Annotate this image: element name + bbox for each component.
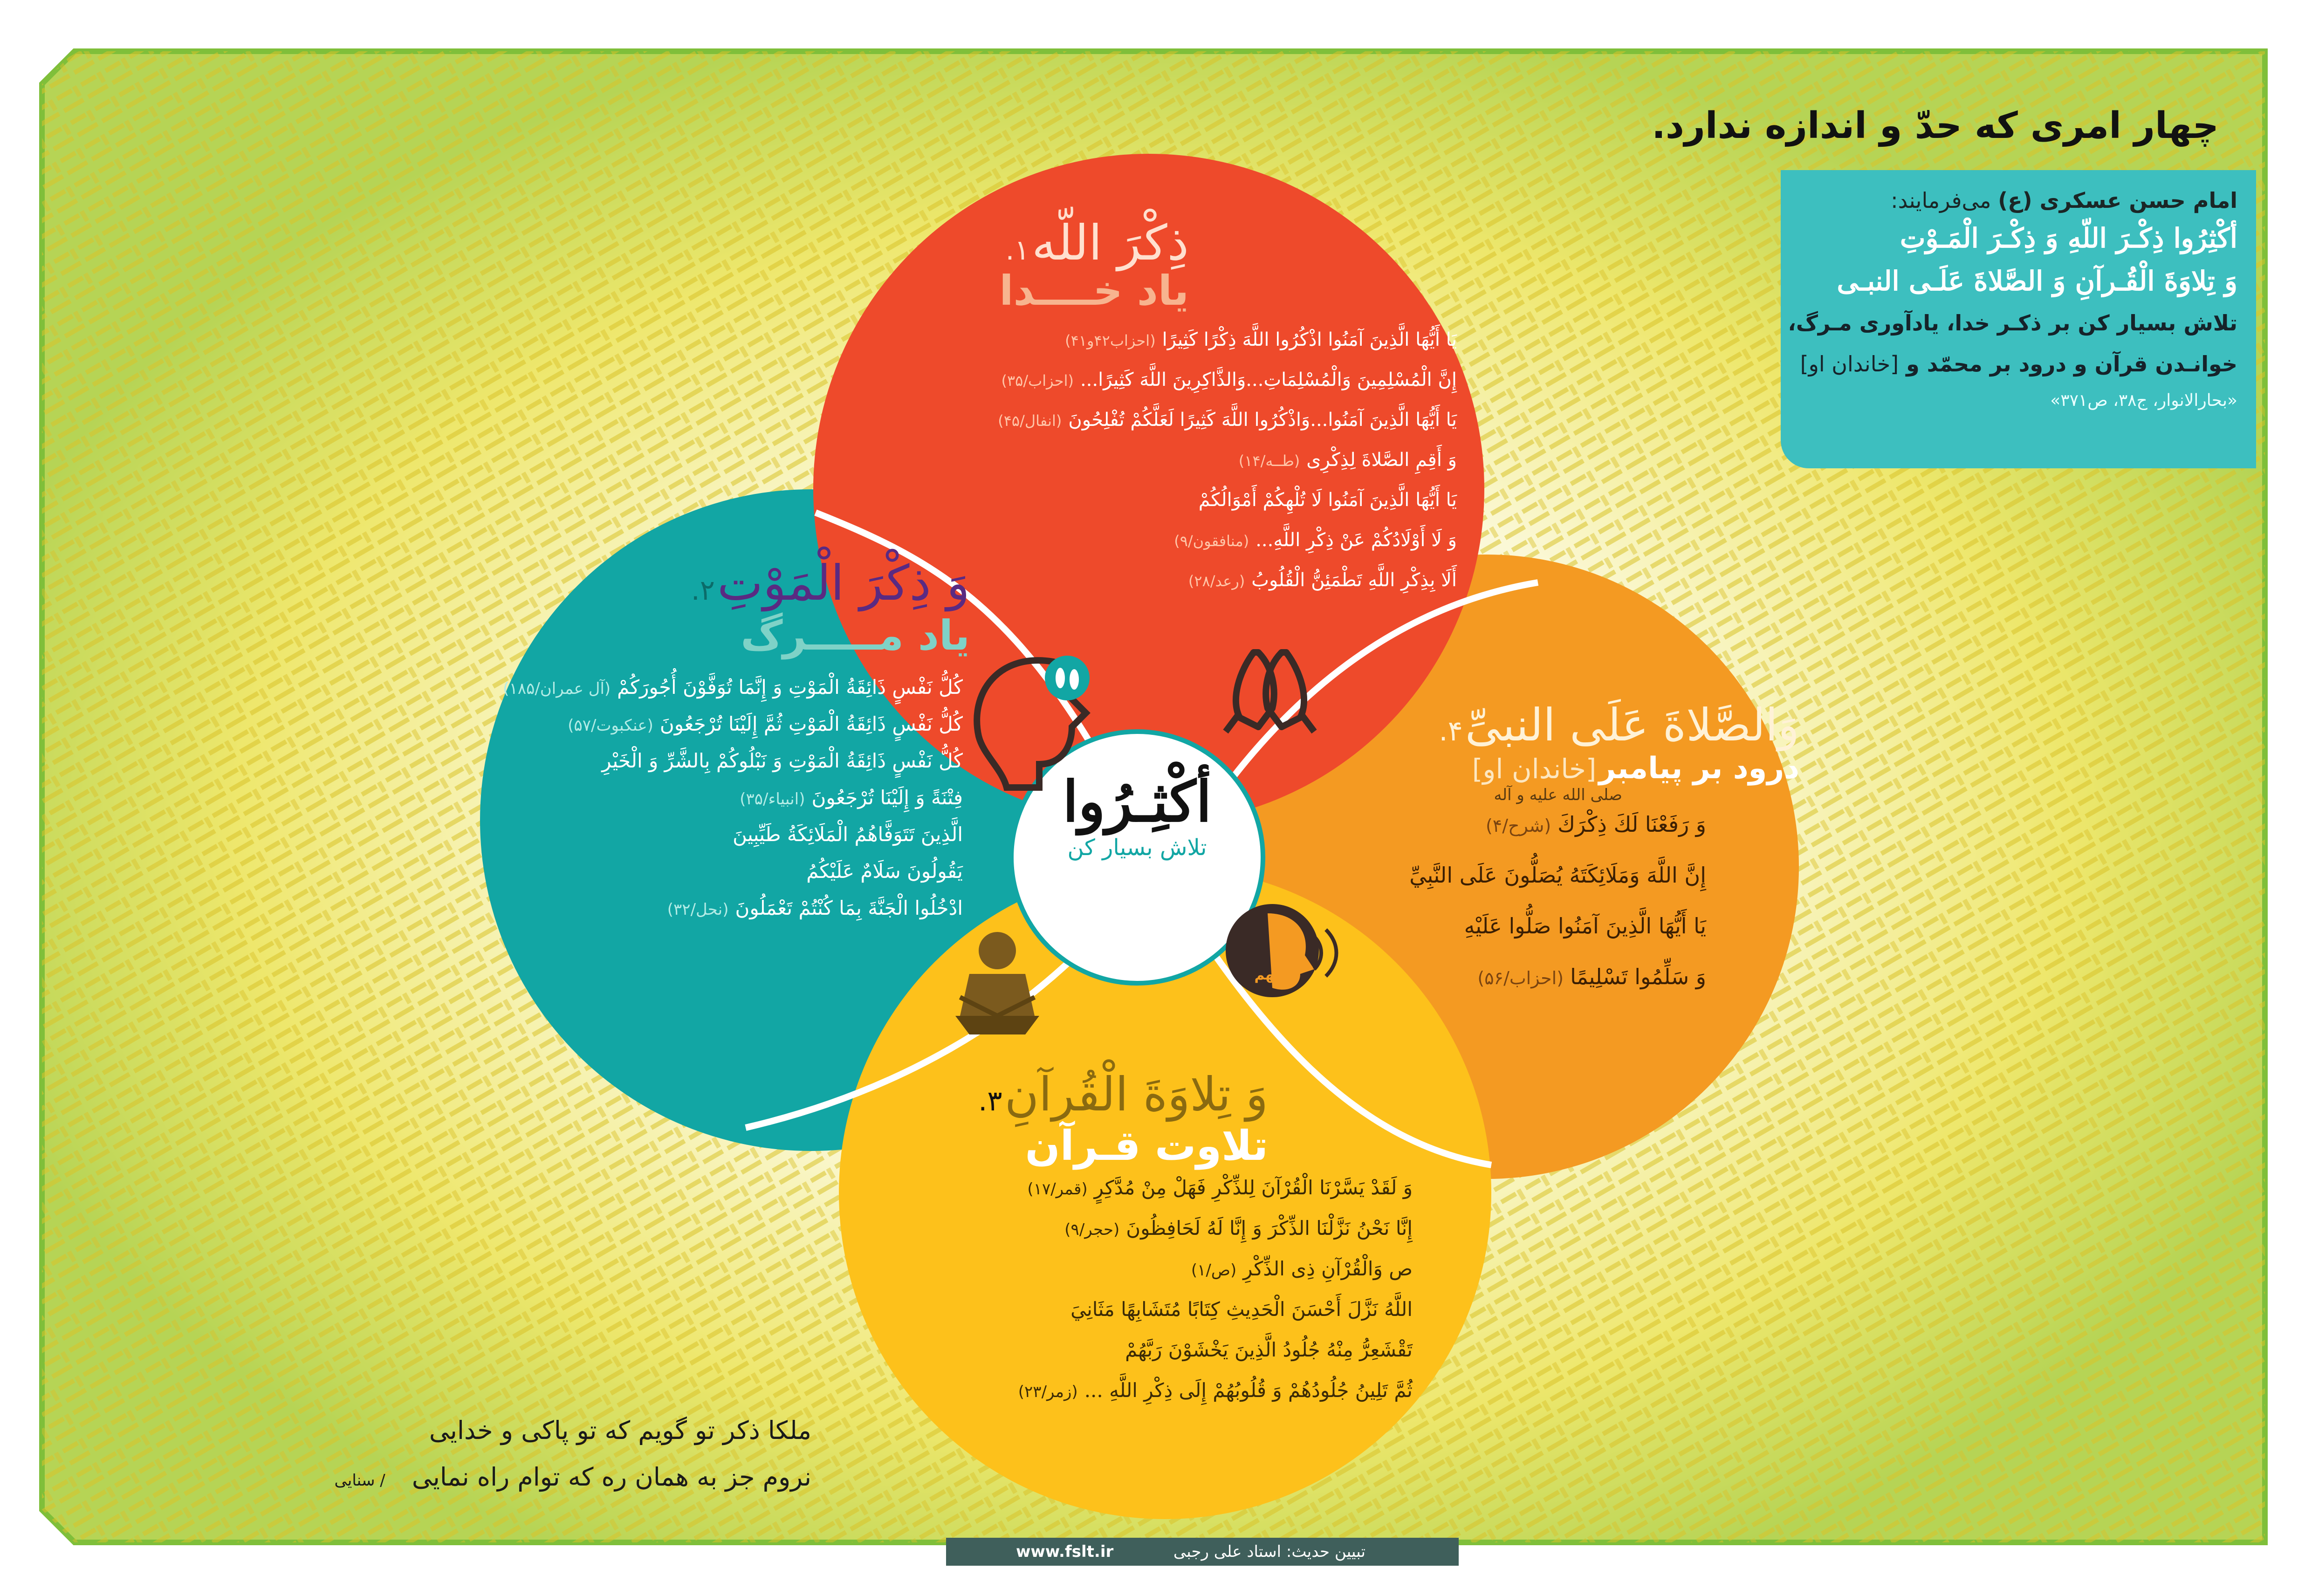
zikr-verse-text: يَا أَيُّهَا الَّذِينَ آمَنُوا لَا تُلْهِكُمْ أَمْوَالُكُمْ (1198, 489, 1457, 511)
zikr-verse-3 (860, 402, 1457, 442)
zikr-verse-ref: (احزاب۴۲و۴۱) (1065, 332, 1156, 349)
zikr-verse-1 (860, 322, 1457, 362)
hadith-persian-2 (1799, 343, 2237, 384)
salawat-bracket: [خاندان او] (1472, 753, 1597, 785)
death-verse-text: ادْخُلُوا الْجَنَّةَ بِمَا كُنْتُمْ تَعْمَلُونَ (735, 897, 963, 919)
persian-2-text: خوانـدن قرآن و درود بر محمّد و (1906, 351, 2237, 377)
death-verse-ref: (نحل/۳۲) (667, 900, 729, 919)
section-death (504, 555, 970, 659)
death-verses (450, 671, 963, 929)
zikr-verse-text: وَ أَقِمِ الصَّلاةَ لِذِكْرِی (1306, 449, 1457, 471)
zikr-verse-text: إِنَّ الْمُسْلِمِينَ وَالْمُسْلِمَاتِ...وَالذَّاكِرِينَ اللَّهَ كَثِيرًا... (1080, 369, 1457, 390)
section-salawat (1240, 699, 1799, 804)
hadith-intro (1799, 184, 2237, 217)
zikr-verse-5 (860, 482, 1457, 522)
quran-verse-4 (877, 1291, 1413, 1332)
death-verse-3 (450, 745, 963, 781)
death-verse-text: يَقُولُونَ سَلَامٌ عَلَيْكُمُ (806, 860, 963, 883)
salawat-verse-2 (1194, 852, 1706, 903)
persian-2-bracket: [خاندان او] (1800, 351, 1899, 377)
hadith-persian-1: تلاش بسیار کن بر ذکـر خدا، یادآوری مـرگ، (1788, 310, 2237, 336)
quran-verse-ref: (حجر/۹) (1064, 1220, 1120, 1239)
quran-verse-text: ثُمَّ تَلِينُ جُلُودُهُمْ وَ قُلُوبُهُمْ إِلَى ذِكْرِ اللَّهِ ... (1084, 1379, 1413, 1402)
death-verse-text: كُلُّ نَفْسٍ ذَائِقَةُ الْمَوْتِ ثُمَّ إِلَيْنَا تُرْجَعُونَ (659, 712, 963, 735)
salawat-verse-text: يَا أَيُّهَا الَّذِينَ آمَنُوا صَلُّوا عَلَيْهِ (1464, 913, 1706, 938)
poem-line-1: ملکا ذکر تو گویم که تو پاکی و خدایی (429, 1416, 811, 1445)
poem-line-2-text: نروم جز به همان ره که توام راه نمایی (412, 1462, 811, 1492)
quran-verse-2 (877, 1210, 1413, 1251)
death-verse-ref: (انبياء/۳۵) (740, 790, 805, 808)
zikr-verse-ref: (رعد/۲۸) (1188, 572, 1245, 590)
footer-bar (946, 1538, 1459, 1566)
death-number: ۲. (691, 574, 715, 607)
quran-heading (802, 1067, 1268, 1122)
intro-verb: می‌فرمایند: (1891, 188, 1991, 213)
zikr-verse-text: أَلَا بِذِكْرِ اللَّهِ تَطْمَئِنُّ الْقُلُوبُ (1251, 569, 1457, 591)
quran-verse-1 (877, 1170, 1413, 1210)
death-arabic: وَ ذِكْرَ الْمَوْتِ (717, 555, 970, 611)
zikr-verse-ref: (احزاب/۳۵) (1001, 372, 1074, 390)
death-verse-4 (450, 781, 963, 818)
quran-verse-ref: (زمر/۲۳) (1018, 1383, 1078, 1401)
salawat-verse-ref: (احزاب/۵۶) (1477, 968, 1564, 988)
zikr-number: ۱. (1005, 234, 1029, 267)
quran-verses (877, 1170, 1413, 1413)
center-subtitle: تلاش بسیار کن (1067, 835, 1207, 861)
zikr-verse-4 (860, 442, 1457, 482)
poem-author: / سنایی (334, 1471, 385, 1490)
death-verse-ref: (عنكبوت/۵۷) (568, 716, 653, 735)
hadith-arabic-2: وَ تِلاوَةَ الْقُـرآنِ وَ الصَّلاةَ عَلَـى النبـى (1837, 265, 2237, 297)
salawat-verse-text: إِنَّ اللَّهَ وَمَلَائِكَتَهُ يُصَلُّونَ عَلَى النَّبِيِّ (1409, 863, 1706, 888)
quran-verse-3 (877, 1251, 1413, 1291)
salawat-verse-ref: (شرح/۴) (1485, 815, 1551, 836)
death-verse-text: فِتْنَةً وَ إِلَيْنَا تُرْجَعُونَ (811, 786, 963, 809)
zikr-verse-2 (860, 362, 1457, 402)
salawat-verse-text: وَ رَفَعْنَا لَكَ ذِكْرَكَ (1557, 812, 1706, 837)
death-verse-7 (450, 892, 963, 929)
praying-icon-text: اللهم (1254, 967, 1290, 983)
imam-name: امام حسن عسکری (ع) (1998, 188, 2237, 213)
death-verse-text: كُلُّ نَفْسٍ ذَائِقَةُ الْمَوْتِ وَ نَبْلُوكُمْ بِالشَّرِّ وَ الْخَيْرِ (602, 749, 963, 772)
hadith-box (1781, 170, 2256, 468)
quran-verse-text: إِنَّا نَحْنُ نَزَّلْنَا الذِّكْرَ وَ إِنَّا لَهُ لَحَافِظُونَ (1126, 1217, 1413, 1240)
quran-verse-5 (877, 1332, 1413, 1372)
footer-credit: تبیین حدیث: استاد علی رجبی (1173, 1542, 1365, 1561)
section-quran (802, 1067, 1268, 1170)
salawat-verse-text: وَ سَلِّمُوا تَسْلِيمًا (1570, 964, 1706, 989)
poem-line-2 (335, 1454, 811, 1504)
zikr-verse-ref: (منافقون/۹) (1174, 532, 1249, 550)
death-verse-1 (450, 671, 963, 708)
hadith-arabic-1: أكْثِرُوا ذِكْـرَ اللّهِ وَ ذِكْـرَ الْمَـوْتِ (1900, 222, 2237, 254)
quran-verse-text: ص وَالْقُرْآنِ ذِی الذِّكْرِ (1243, 1257, 1413, 1280)
center-title (1058, 769, 1216, 861)
zikr-verse-ref: (طــه/۱۴) (1238, 452, 1300, 470)
salawat-verse-3 (1194, 903, 1706, 954)
quran-verse-text: وَ لَقَدْ يَسَّرْنَا الْقُرْآنَ لِلذِّكْرِ فَهَلْ مِنْ مُدَّكِرٍ (1094, 1176, 1413, 1199)
salawat-persian-line (1240, 751, 1799, 786)
quran-arabic: وَ تِلاوَةَ الْقُرآنِ (1004, 1067, 1268, 1122)
quran-verse-ref: (ص/۱) (1191, 1261, 1237, 1280)
section-zikr (676, 214, 1189, 315)
death-heading (504, 555, 970, 611)
salawat-note: صلی الله علیه و آله (1494, 786, 1622, 804)
zikr-verse-text: يَا أَيُّهَا الَّذِينَ آمَنُوا اذْكُرُوا اللَّهَ ذِكْرًا كَثِيرًا (1162, 329, 1457, 350)
quran-verse-ref: (قمر/۱۷) (1027, 1180, 1088, 1199)
death-persian: یاد مـــــرگ (741, 611, 970, 659)
quran-verse-text: اللَّهُ نَزَّلَ أَحْسَنَ الْحَدِيثِ كِتَابًا مُتَشَابِهًا مَثَانِيَ (1070, 1298, 1413, 1321)
salawat-verse-1 (1194, 801, 1706, 852)
salawat-verses (1194, 801, 1706, 1005)
death-verse-2 (450, 708, 963, 745)
salawat-number: ۴. (1439, 715, 1463, 747)
quran-number: ۳. (978, 1085, 1002, 1117)
zikr-arabic: ذِكْرَ اللّه (1031, 214, 1189, 271)
quran-persian: تلاوت قـرآن (1025, 1122, 1268, 1170)
zikr-heading (676, 214, 1189, 271)
death-verse-text: كُلُّ نَفْسٍ ذَائِقَةُ الْمَوْتِ وَ إِنَّمَا تُوَفَّوْنَ أُجُورَكُمْ (617, 676, 963, 699)
death-verse-5 (450, 818, 963, 855)
salawat-heading (1240, 699, 1799, 751)
death-verse-ref: (آل عمران/۱۸۵) (503, 679, 611, 698)
zikr-verse-text: وَ لَا أَوْلَادُكُمْ عَنْ ذِكْرِ اللَّهِ... (1255, 529, 1457, 551)
zikr-verse-text: يَا أَيُّهَا الَّذِينَ آمَنُوا...وَاذْكُرُوا اللَّهَ كَثِيرًا لَعَلَّكُمْ تُفْلِحُونَ (1068, 409, 1457, 431)
quran-verse-6 (877, 1372, 1413, 1413)
salawat-verse-4 (1194, 954, 1706, 1005)
zikr-verse-ref: (انفال/۴۵) (998, 412, 1062, 430)
zikr-persian: یاد خــــدا (999, 267, 1189, 315)
center-title-text: أكْثِـرُوا (1063, 769, 1212, 835)
poem (335, 1407, 811, 1504)
quran-verse-text: تَقْشَعِرُّ مِنْهُ جُلُودُ الَّذِينَ يَخْشَوْنَ رَبَّهُمْ (1125, 1338, 1413, 1361)
salawat-arabic: وَالصَّلاةَ عَلَى النبىِّ (1465, 699, 1799, 751)
death-verse-6 (450, 855, 963, 892)
footer-site[interactable]: www.fslt.ir (1016, 1542, 1114, 1561)
death-verse-text: الَّذِينَ تَتَوَفَّاهُمُ الْمَلَائِكَةُ طَيِّبِينَ (733, 823, 963, 846)
page-title: چهار امری که حدّ و اندازه ندارد. (1652, 105, 2219, 147)
hadith-source: «بحارالانوار، ج۳۸، ص۳۷۱» (2050, 391, 2237, 410)
salawat-persian: درود بر پیامبر (1599, 751, 1799, 786)
